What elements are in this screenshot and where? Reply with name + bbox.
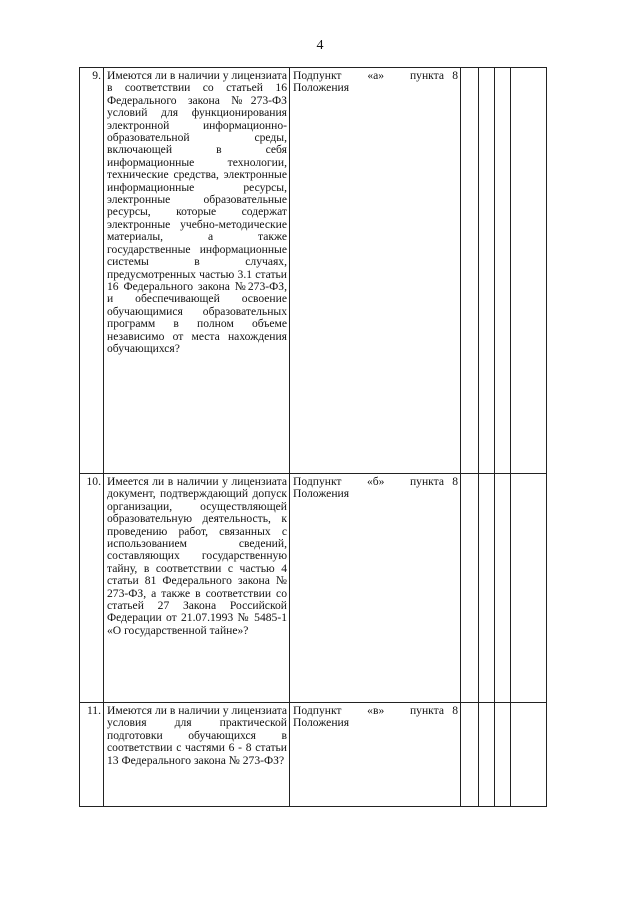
answer-cell-yes [461, 474, 479, 703]
answer-cell-no [479, 68, 495, 474]
table-row [80, 474, 547, 703]
notes-cell [511, 68, 547, 474]
row-number: 9. [80, 68, 104, 474]
item-number: 8 [452, 69, 458, 82]
legal-basis-cell [290, 474, 461, 703]
question-text: Имеется ли в наличии у лицензиата документ, подтверждающий допуск организации, осуществляющей образовательную деятельность, к проведению работ, связанных с использованием сведений, составляющих государственную тайну, в соответствии с частью 4 статьи 81 Федерального закона № 273-ФЗ, а также в соответствии со статьей 27 Закона Российской Федерации от 21.07.1993 № 5485-1 «О государственной тайне»? [104, 474, 290, 703]
legal-basis: Подпункт «б» пункта Положения [293, 475, 444, 501]
question-text: Имеются ли в наличии у лицензиата в соответствии со статьей 16 Федерального закона №273-ФЗ условий для функционирования электронной информационно-образовательной среды, включающей в себя информационные технологии, технические средства, электронные информационные ресурсы, электронные образовательные ресурсы, которые содержат электронные учебно-методические материалы, а также государственные информационные системы в случаях, предусмотренных частью 3.1 статьи 16 Федерального закона №273-ФЗ, и обеспечивающей освоение обучающимися образовательных программ в полном объеме независимо от места нахождения обучающихся? [104, 68, 290, 474]
answer-cell-yes [461, 68, 479, 474]
notes-cell [511, 474, 547, 703]
legal-basis-cell [290, 703, 461, 807]
table-row [80, 703, 547, 807]
answer-cell-na [495, 474, 511, 703]
notes-cell [511, 703, 547, 807]
answer-cell-no [479, 703, 495, 807]
legal-basis-cell [290, 68, 461, 474]
answer-cell-no [479, 474, 495, 703]
question-text: Имеются ли в наличии у лицензиата условия для практической подготовки обучающихся в соответствии с частями 6 - 8 статьи 13 Федерального закона № 273-ФЗ? [104, 703, 290, 807]
legal-basis: Подпункт «в» пункта Положения [293, 704, 444, 730]
item-number: 8 [452, 475, 458, 488]
answer-cell-na [495, 703, 511, 807]
answer-cell-na [495, 68, 511, 474]
legal-basis: Подпункт «а» пункта Положения [293, 69, 444, 95]
item-number: 8 [452, 704, 458, 717]
answer-cell-yes [461, 703, 479, 807]
checklist-table [79, 67, 547, 807]
page-number: 4 [316, 38, 324, 53]
table-row [80, 68, 547, 474]
row-number: 10. [80, 474, 104, 703]
row-number: 11. [80, 703, 104, 807]
